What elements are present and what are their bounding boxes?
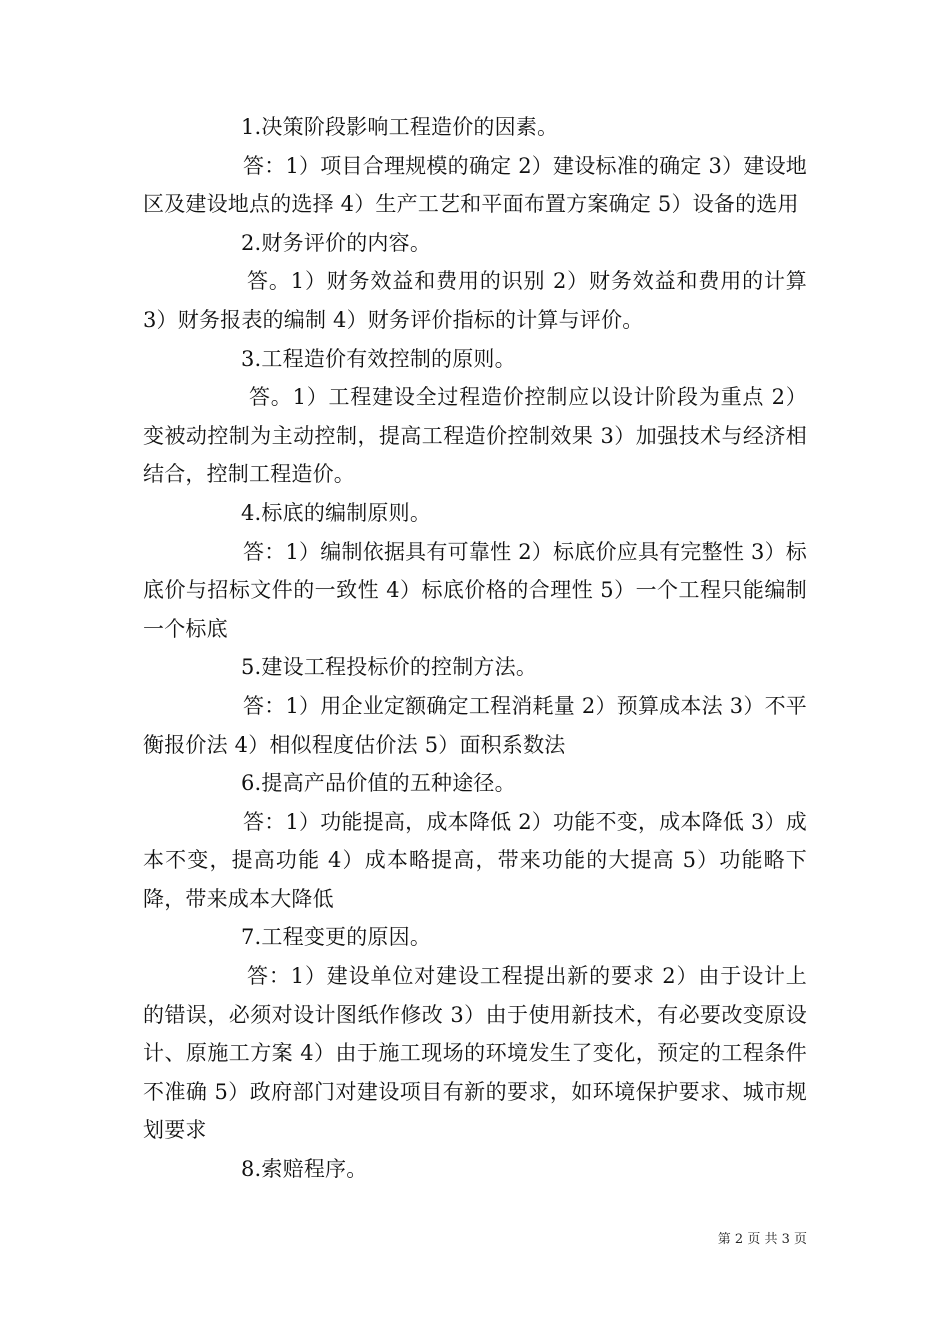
document-body [143,108,807,1189]
question-3: 3.工程造价有效控制的原则。 [241,346,516,371]
question-5: 5.建设工程投标价的控制方法。 [241,655,538,680]
answer-3: 答。1）工程建设全过程造价控制应以设计阶段为重点 2）变被动控制为主动控制，提高工程造价控制效果 3）加强技术与经济相结合，控制工程造价。 [143,385,807,487]
question-1: 1.决策阶段影响工程造价的因素。 [241,115,559,139]
answer-6: 答：1）功能提高，成本降低 2）功能不变，成本降低 3）成本不变，提高功能 4）成本略提高，带来功能的大提高 5）功能略下降，带来成本大降低 [143,809,807,911]
question-4: 4.标底的编制原则。 [241,500,432,525]
question-8: 8.索赔程序。 [241,1157,368,1182]
page-number-footer: 第 2 页 共 3 页 [717,1232,807,1247]
answer-4: 答：1）编制依据具有可靠性 2）标底价应具有完整性 3）标底价与招标文件的一致性 4）标底价格的合理性 5）一个工程只能编制一个标底 [143,539,807,641]
answer-2: 答。1）财务效益和费用的识别 2）财务效益和费用的计算 3）财务报表的编制 4）财务评价指标的计算与评价。 [143,269,807,332]
answer-1: 答：1）项目合理规模的确定 2）建设标准的确定 3）建设地区及建设地点的选择 4）生产工艺和平面布置方案确定 5）设备的选用 [143,153,807,217]
question-6: 6.提高产品价值的五种途径。 [241,771,516,796]
answer-5: 答：1）用企业定额确定工程消耗量 2）预算成本法 3）不平衡报价法 4）相似程度估价法 5）面积系数法 [143,693,807,757]
question-7: 7.工程变更的原因。 [241,925,432,950]
question-2: 2.财务评价的内容。 [241,230,432,255]
answer-7: 答：1）建设单位对建设工程提出新的要求 2）由于设计上的错误，必须对设计图纸作修改 3）由于使用新技术，有必要改变原设计、原施工方案 4）由于施工现场的环境发生了变化，预定的工程条件不准确 5）政府部门对建设项目有新的要求，如环境保护要求、城市规划要求 [143,964,807,1143]
